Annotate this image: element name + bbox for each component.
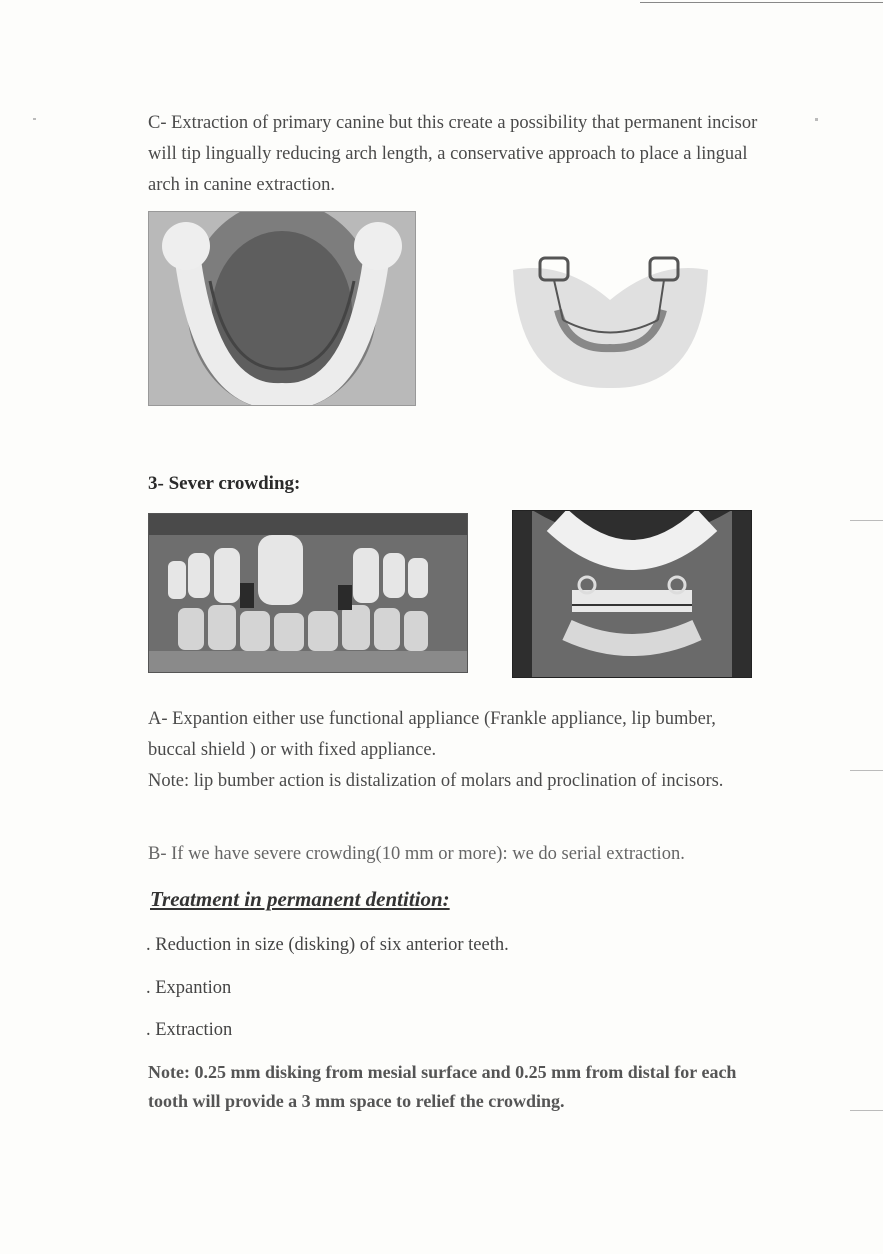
scan-artifact-line	[640, 2, 883, 3]
photo-expansion-appliance	[512, 510, 752, 678]
section-heading-permanent-dentition: Treatment in permanent dentition:	[150, 887, 450, 911]
scan-speck	[850, 1110, 883, 1111]
scan-speck	[815, 118, 818, 121]
note-lip-bumber: Note: lip bumber action is distalization of molars and proclination of incisors.	[148, 771, 724, 791]
list-item: . Reduction in size (disking) of six anterior teeth.	[146, 935, 509, 955]
scan-speck	[850, 770, 883, 771]
section-heading-crowding: 3- Sever crowding:	[148, 473, 301, 494]
paragraph-expansion: A- Expantion either use functional appliance (Frankle appliance, lip bumber, buccal shield ) or with fixed appliance.	[148, 709, 716, 760]
paragraph-serial-extraction: B- If we have severe crowding(10 mm or more): we do serial extraction.	[148, 844, 685, 864]
note-disking: Note: 0.25 mm disking from mesial surface and 0.25 mm from distal for each tooth will provide a 3 mm space to relief the crowding.	[148, 1062, 737, 1111]
list-item: . Expantion	[146, 978, 232, 998]
photo-lingual-arch-mouth	[148, 211, 416, 406]
list-item: . Extraction	[146, 1020, 233, 1040]
photo-severe-crowding	[148, 513, 468, 673]
photo-lingual-arch-model	[508, 240, 713, 390]
scan-speck	[850, 520, 883, 521]
scan-speck	[33, 118, 36, 120]
paragraph-canine-extraction: C- Extraction of primary canine but this create a possibility that permanent incisor will tip lingually reducing arch length, a conservative approach to place a lingual arch in canine extraction.	[148, 113, 758, 195]
